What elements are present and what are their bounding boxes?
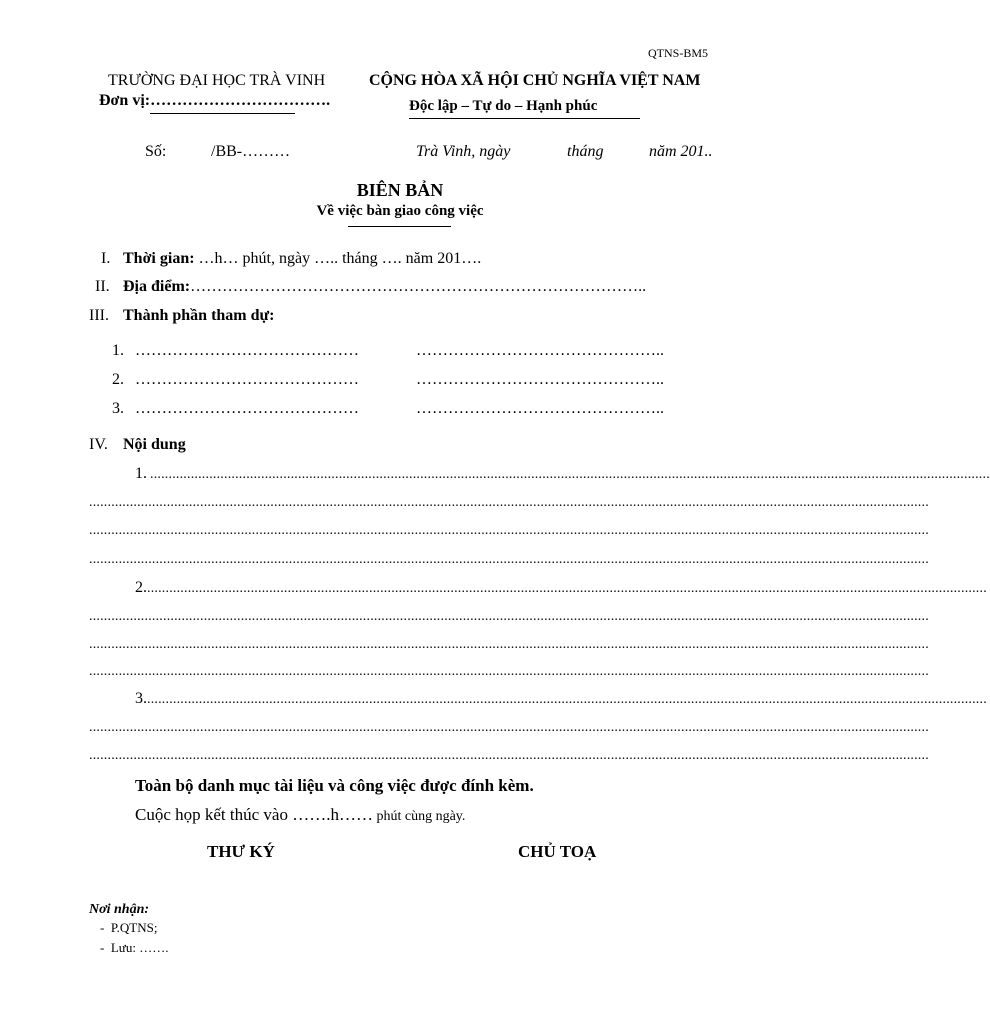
content-line: ...................................................................................................................................................................................................................................	[89, 748, 929, 763]
place-date: Trà Vinh, ngày	[416, 143, 511, 160]
motto-underline	[409, 118, 640, 119]
document-title: BIÊN BẢN	[356, 180, 444, 200]
subtitle-underline	[348, 226, 451, 227]
section-1-number: I.	[101, 250, 111, 267]
content-line: ...................................................................................................................................................................................................................................	[89, 552, 929, 567]
attachment-note: Toàn bộ danh mục tài liệu và công việc được đính kèm.	[135, 776, 534, 795]
recipient-item-2-text: Lưu: …….	[110, 940, 169, 955]
recipient-item-2: - Lưu: …….	[100, 940, 169, 955]
content-item-3-number: 3.	[135, 690, 147, 707]
unit-underline	[150, 113, 295, 114]
content-item-1-number: 1.	[135, 465, 147, 482]
secretary-signature-title: THƯ KÝ	[207, 842, 275, 861]
content-item-2-number: 2.	[135, 579, 147, 596]
section-3-number: III.	[89, 307, 109, 324]
nation-title: CỘNG HÒA XÃ HỘI CHỦ NGHĨA VIỆT NAM	[369, 72, 701, 89]
time-value: …h… phút, ngày ….. tháng …. năm 201….	[198, 250, 482, 267]
content-line: ...................................................................................................................................................................................................................................	[89, 664, 929, 679]
participant-3-number: 3.	[112, 400, 124, 417]
content-item-2-dots: ...................................................................................................................................................................................................................................	[147, 581, 987, 596]
participant-3-name: ……………………………………	[135, 400, 359, 417]
section-2-number: II.	[95, 278, 110, 295]
participant-1-name: ……………………………………	[135, 342, 359, 359]
meeting-end-line	[135, 805, 465, 825]
participant-1-role: ………………………………………..	[416, 342, 664, 359]
recipient-item-1-text: P.QTNS;	[110, 920, 158, 935]
time-label: Thời gian:	[123, 250, 195, 267]
form-code: QTNS-BM5	[648, 46, 709, 60]
content-line: ...................................................................................................................................................................................................................................	[89, 495, 929, 510]
location-label: Địa điểm:	[123, 278, 191, 295]
unit-line: Đơn vị:…………………………….	[99, 92, 331, 109]
participant-2-role: ………………………………………..	[416, 371, 664, 388]
location-value: …………………………………………………………………………..	[190, 278, 647, 295]
nation-motto: Độc lập – Tự do – Hạnh phúc	[409, 98, 598, 114]
participants-label: Thành phần tham dự:	[123, 307, 275, 324]
participant-3-role: ………………………………………..	[416, 400, 664, 417]
meeting-end-suffix: phút cùng ngày.	[372, 809, 466, 824]
participant-2-name: ……………………………………	[135, 371, 359, 388]
participant-2-number: 2.	[112, 371, 124, 388]
document-subtitle: Về việc bàn giao công việc	[316, 203, 484, 219]
content-item-3-dots: ...................................................................................................................................................................................................................................	[147, 692, 987, 707]
school-name: TRƯỜNG ĐẠI HỌC TRÀ VINH	[108, 72, 326, 89]
chair-signature-title: CHỦ TOẠ	[518, 842, 597, 861]
participant-1-number: 1.	[112, 342, 124, 359]
meeting-end-time: Cuộc họp kết thúc vào …….h……	[135, 805, 373, 824]
recipients-label: Nơi nhận:	[89, 902, 150, 917]
date-month: tháng	[567, 143, 604, 160]
doc-number-label: Số:	[145, 143, 167, 160]
content-line: ...................................................................................................................................................................................................................................	[89, 720, 929, 735]
content-line: ...................................................................................................................................................................................................................................	[89, 609, 929, 624]
content-item-1-dots: ...................................................................................................................................................................................................................................	[150, 467, 990, 482]
doc-number-code: /BB-………	[211, 143, 291, 160]
date-year: năm 201..	[649, 143, 713, 160]
content-line: ...................................................................................................................................................................................................................................	[89, 523, 929, 538]
section-4-number: IV.	[89, 436, 108, 453]
section-2-row	[123, 278, 646, 296]
recipient-item-1: - P.QTNS;	[100, 920, 158, 935]
section-1-row	[123, 250, 481, 268]
content-line: ...................................................................................................................................................................................................................................	[89, 637, 929, 652]
content-label: Nội dung	[123, 436, 186, 453]
